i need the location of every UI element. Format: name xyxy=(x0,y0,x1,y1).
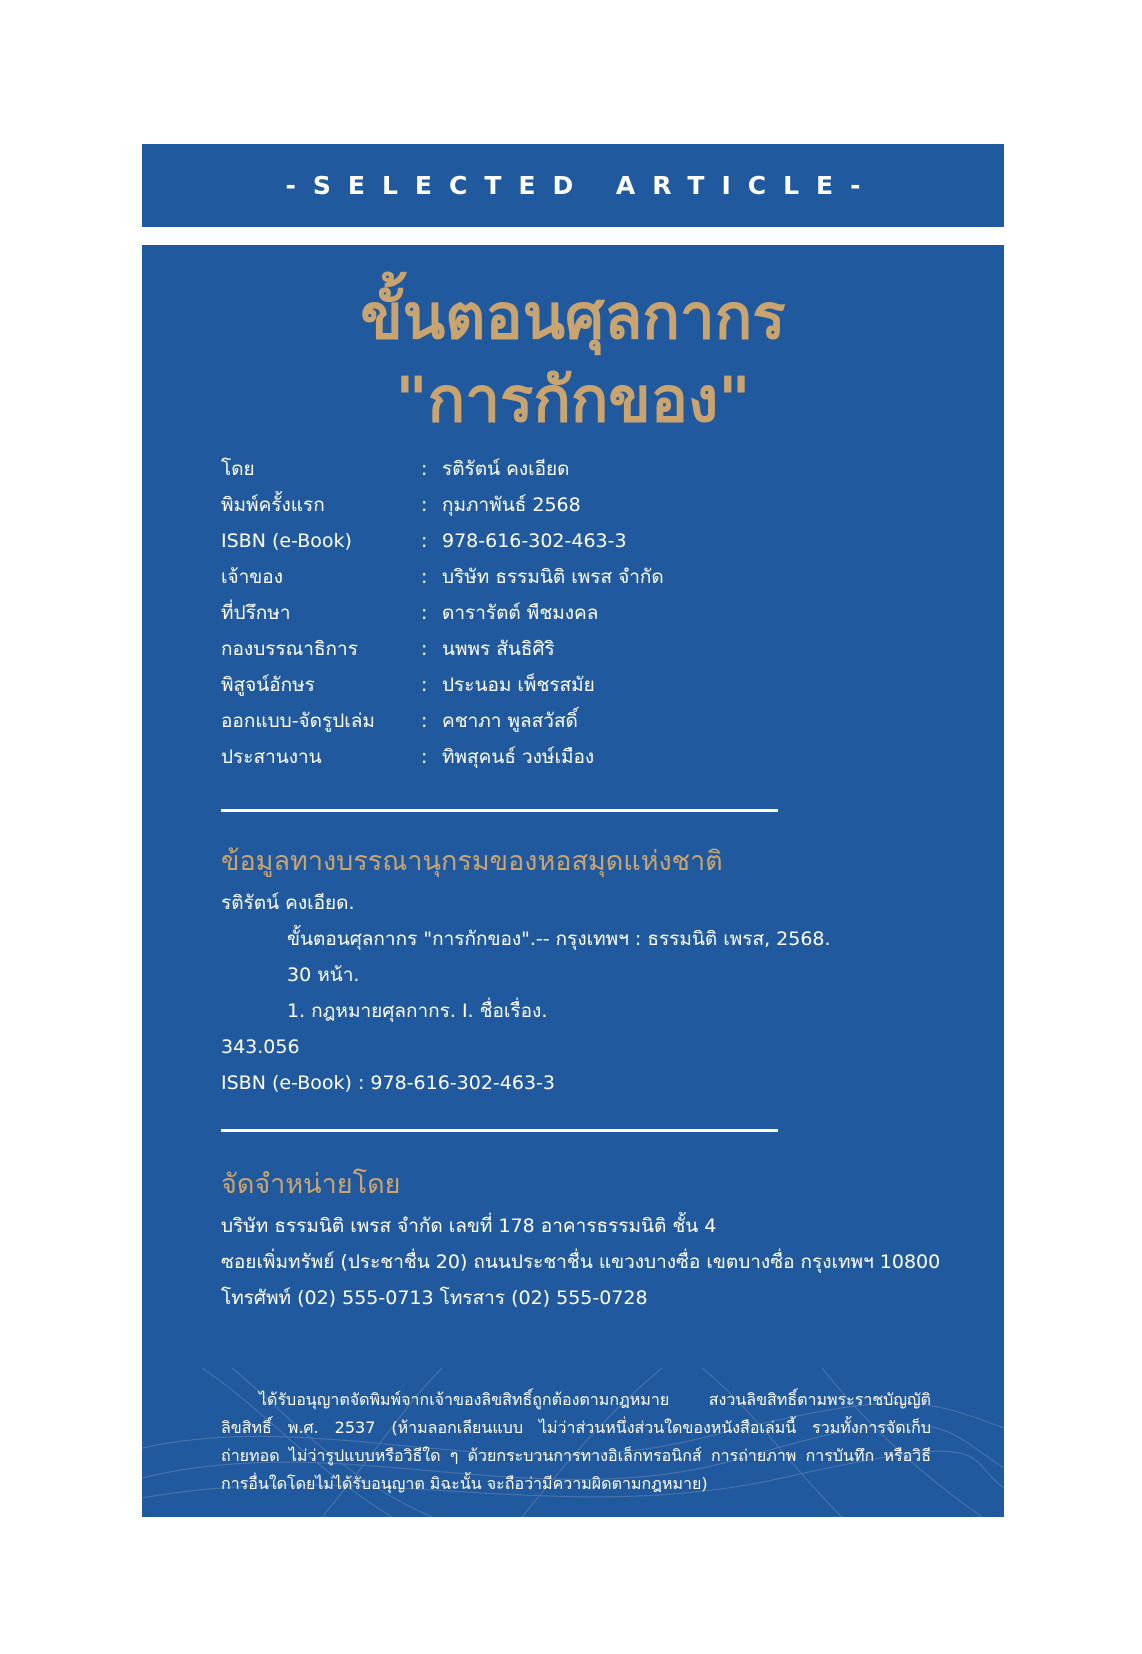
credit-separator: : xyxy=(421,530,428,552)
credit-value: 978-616-302-463-3 xyxy=(442,530,627,552)
cip-block xyxy=(221,885,981,1101)
credit-separator: : xyxy=(421,674,428,696)
cip-heading: ข้อมูลทางบรรณานุกรมของหอสมุดแห่งชาติ xyxy=(221,846,723,877)
credit-row-coordinator xyxy=(221,739,861,775)
credit-separator: : xyxy=(421,638,428,660)
credit-value: ทิพสุคนธ์ วงษ์เมือง xyxy=(442,746,595,768)
cip-isbn: ISBN (e-Book) : 978-616-302-463-3 xyxy=(221,1072,555,1094)
credit-separator: : xyxy=(421,710,428,732)
copyright-footer xyxy=(142,1368,1004,1517)
credit-separator: : xyxy=(421,494,428,516)
credit-row-isbn xyxy=(221,523,861,559)
credit-label: เจ้าของ xyxy=(221,566,283,588)
credit-row-author xyxy=(221,451,861,487)
copyright-notice: ได้รับอนุญาตจัดพิมพ์จากเจ้าของลิขสิทธิ์ถูกต้องตามกฎหมาย สงวนลิขสิทธิ์ตามพระราชบัญญัติลิขสิทธิ์ พ.ศ. 2537 (ห้ามลอกเลียนแบบ ไม่ว่าส่วนหนึ่งส่วนใดของหนังสือเล่มนี้ รวมทั้งการจัดเก็บ ถ่ายทอด ไม่ว่ารูปแบบหรือวิธีใด ๆ ด้วยกระบวนการทางอิเล็กทรอนิกส์ การถ่ายภาพ การบันทึก หรือวิธีการอื่นใดโดยไม่ได้รับอนุญาต มิฉะนั้น จะถือว่ามีความผิดตามกฎหมาย) xyxy=(221,1390,931,1493)
credit-separator: : xyxy=(421,602,428,624)
credit-value: ดารารัตต์ พืชมงคล xyxy=(442,602,599,624)
divider xyxy=(221,809,778,812)
distribution-line-3: โทรศัพท์ (02) 555-0713 โทรสาร (02) 555-0728 xyxy=(221,1287,648,1309)
credit-label: กองบรรณาธิการ xyxy=(221,638,358,660)
divider xyxy=(221,1129,778,1132)
distribution-line-1: บริษัท ธรรมนิติ เพรส จำกัด เลขที่ 178 อาคารธรรมนิติ ชั้น 4 xyxy=(221,1215,717,1237)
credit-value: กุมภาพันธ์ 2568 xyxy=(442,494,581,516)
book-title-line-2: "การกักของ" xyxy=(395,363,751,436)
distribution-heading: จัดจำหน่ายโดย xyxy=(221,1169,401,1200)
info-panel xyxy=(142,245,1004,1517)
credit-label: โดย xyxy=(221,458,255,480)
cip-author: รติรัตน์ คงเอียด. xyxy=(221,892,355,914)
credit-label: ISBN (e-Book) xyxy=(221,530,352,552)
cip-title-line: ขั้นตอนศุลกากร "การกักของ".-- กรุงเทพฯ : ธรรมนิติ เพรส, 2568. xyxy=(287,928,831,950)
credit-row-owner xyxy=(221,559,861,595)
credit-separator: : xyxy=(421,458,428,480)
credits-list xyxy=(221,451,861,775)
credit-label: พิสูจน์อักษร xyxy=(221,674,315,696)
credit-value: นพพร สันธิศิริ xyxy=(442,638,555,660)
credit-label: ออกแบบ-จัดรูปเล่ม xyxy=(221,710,375,732)
credit-label: ประสานงาน xyxy=(221,746,322,768)
credit-separator: : xyxy=(421,746,428,768)
credit-row-design xyxy=(221,703,861,739)
credit-row-first-print xyxy=(221,487,861,523)
header-band xyxy=(142,144,1004,227)
book-title xyxy=(142,275,1004,441)
selected-article-label: -SELECTED ARTICLE- xyxy=(285,171,878,200)
credit-value: ประนอม เพ็ชรสมัย xyxy=(442,674,595,696)
credit-row-editorial xyxy=(221,631,861,667)
credit-label: พิมพ์ครั้งแรก xyxy=(221,494,325,516)
credit-row-advisor xyxy=(221,595,861,631)
credit-value: รติรัตน์ คงเอียด xyxy=(442,458,570,480)
cip-subject: 1. กฎหมายศุลกากร. I. ชื่อเรื่อง. xyxy=(287,1000,548,1022)
credit-value: คชาภา พูลสวัสดิ์ xyxy=(442,710,578,732)
credit-row-proofreader xyxy=(221,667,861,703)
credit-value: บริษัท ธรรมนิติ เพรส จำกัด xyxy=(442,566,664,588)
cip-pages: 30 หน้า. xyxy=(287,964,360,986)
book-title-line-1: ขั้นตอนศุลกากร xyxy=(360,280,786,353)
credit-separator: : xyxy=(421,566,428,588)
distribution-block xyxy=(221,1208,981,1316)
credit-label: ที่ปรึกษา xyxy=(221,602,291,624)
distribution-line-2: ซอยเพิ่มทรัพย์ (ประชาชื่น 20) ถนนประชาชื่น แขวงบางซื่อ เขตบางซื่อ กรุงเทพฯ 10800 xyxy=(221,1251,941,1273)
cip-classification: 343.056 xyxy=(221,1036,300,1058)
